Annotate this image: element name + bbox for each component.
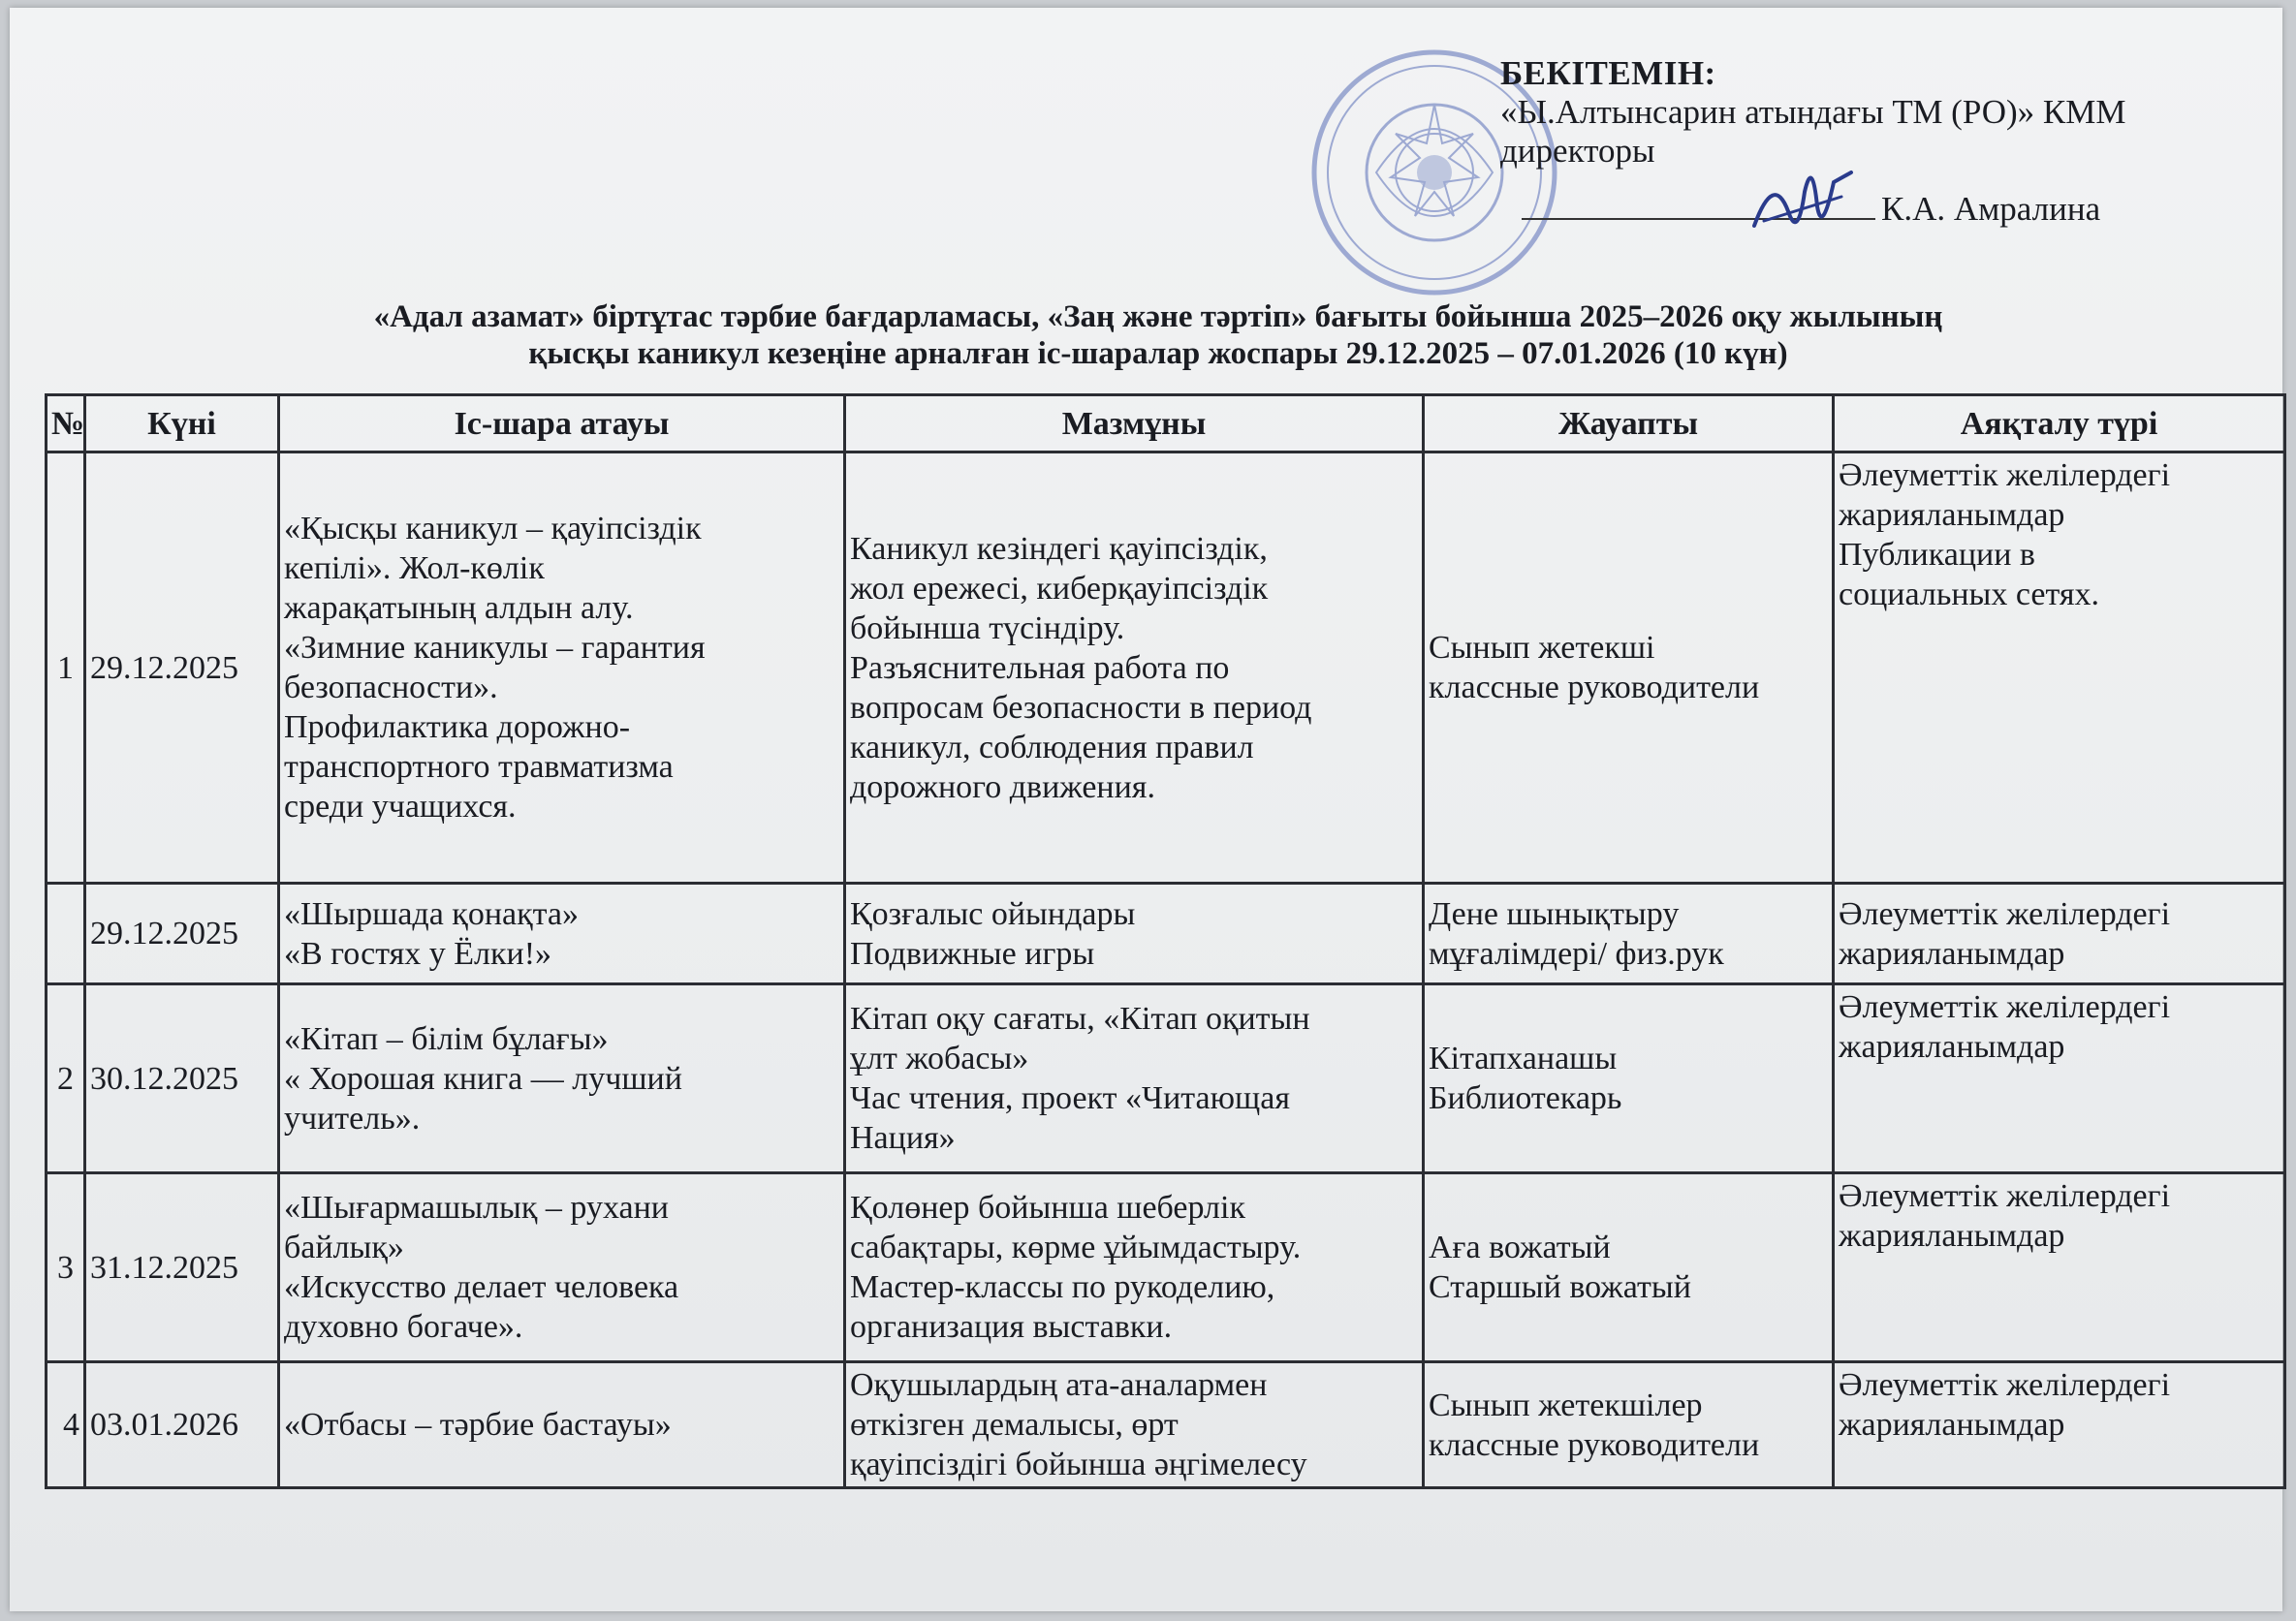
content-line: Қозғалыс ойындары [850,895,1136,932]
event-line: «В гостях у Ёлки!» [284,935,552,972]
content-line: сабақтары, көрме ұйымдастыру. [850,1230,1302,1265]
content-line: бойынша түсіндіру. [850,609,1125,646]
events-table [45,393,2286,1489]
event-line: «Зимние каникулы – гарантия [284,630,706,666]
event-line: «Отбасы – тәрбие бастауы» [284,1407,672,1443]
table-row [47,452,2285,884]
row-date: 29.12.2025 [85,884,279,984]
content-line: Час чтения, проект «Читающая [850,1080,1290,1116]
responsible-line: Сынып жетекшілер [1429,1387,1703,1423]
table-row [47,1173,2285,1362]
content-line: өткізген демалысы, өрт [850,1407,1179,1443]
outcome-line: жарияланымдар [1839,1029,2065,1065]
signature-line [1522,190,2276,229]
header-content: Мазмұны [845,395,1424,452]
content-line: Подвижные игры [850,935,1095,972]
content-line: Каникул кезіндегі қауіпсіздік, [850,530,1268,567]
content-line: вопросам безопасности в период [850,689,1312,726]
row-content [845,1173,1424,1362]
outcome-line: Әлеуметтік желілердегі [1839,1178,2171,1214]
header-responsible: Жауапты [1424,395,1834,452]
row-event [279,884,845,984]
event-line: «Кітап – білім бұлағы» [284,1020,609,1057]
row-number: 3 [47,1173,85,1362]
row-outcome [1834,452,2285,884]
row-number [47,884,85,984]
approval-block [1500,54,2276,229]
event-line: «Шығармашылық – рухани [284,1190,669,1226]
row-number: 1 [47,452,85,884]
content-line: Оқушылардың ата-аналармен [850,1367,1268,1403]
outcome-line: Әлеуметтік желілердегі [1839,895,2171,932]
event-line: «Қысқы каникул – қауіпсіздік [284,511,702,546]
event-line: безопасности». [284,670,498,705]
outcome-line: Әлеуметтік желілердегі [1839,1367,2171,1403]
row-responsible [1424,1173,1834,1362]
outcome-line: Әлеуметтік желілердегі [1839,457,2171,493]
outcome-line: жарияланымдар [1839,1407,2065,1443]
content-line: каникул, соблюдения правил [850,729,1254,765]
event-line: транспортного травматизма [284,749,674,785]
row-content [845,452,1424,884]
title-line-2: қысқы каникул кезеңіне арналған іс-шаралар жоспары 29.12.2025 – 07.01.2026 (10 күн) [528,336,1788,371]
responsible-line: Старшый вожатый [1429,1269,1691,1305]
row-content [845,984,1424,1173]
content-line: жол ережесі, киберқауіпсіздік [850,570,1269,607]
title-line-1: «Адал азамат» біртұтас тәрбие бағдарламасы, «Заң және тәртіп» бағыты бойынша 2025–2026 оқу жылының [373,299,1943,334]
table-row [47,984,2285,1173]
document-title [68,298,2249,372]
event-line: кепілі». Жол-көлік [284,550,545,586]
responsible-line: Библиотекарь [1429,1080,1622,1116]
outcome-line: жарияланымдар [1839,497,2065,533]
row-event [279,452,845,884]
handwritten-signature-icon [1745,153,1861,250]
row-date: 30.12.2025 [85,984,279,1173]
responsible-line: классные руководители [1429,1426,1760,1463]
event-line: Профилактика дорожно- [284,709,631,745]
row-responsible [1424,1362,1834,1488]
row-responsible [1424,452,1834,884]
outcome-line: социальных сетях. [1839,577,2100,612]
row-event [279,1362,845,1488]
content-line: Нация» [850,1120,956,1156]
content-line: Қолөнер бойынша шеберлік [850,1190,1245,1226]
responsible-line: Сынып жетекші [1429,630,1655,666]
header-date: Күні [85,395,279,452]
row-date: 31.12.2025 [85,1173,279,1362]
content-line: Мастер-классы по рукоделию, [850,1269,1275,1305]
row-content [845,1362,1424,1488]
row-number: 4 [47,1362,85,1488]
content-line: Разъяснительная работа по [850,649,1230,686]
outcome-line: жарияланымдар [1839,935,2065,972]
content-line: дорожного движения. [850,768,1155,805]
approval-org-line: «Ы.Алтынсарин атындағы ТМ (РО)» КММ [1500,93,2126,131]
content-line: организация выставки. [850,1309,1173,1345]
row-outcome [1834,1362,2285,1488]
responsible-line: классные руководители [1429,670,1760,705]
table-header-row [47,395,2285,452]
event-line: «Шыршада қонақта» [284,895,579,932]
event-line: духовно богаче». [284,1309,523,1345]
header-outcome: Аяқталу түрі [1834,395,2285,452]
outcome-line: жарияланымдар [1839,1218,2065,1254]
event-line: жарақатының алдын алу. [284,590,634,626]
header-number: № [47,395,85,452]
row-outcome [1834,984,2285,1173]
row-responsible [1424,884,1834,984]
row-event [279,1173,845,1362]
responsible-line: Кітапханашы [1429,1041,1618,1076]
responsible-line: Дене шынықтыру [1429,895,1680,932]
row-outcome [1834,1173,2285,1362]
header-event: Іс-шара атауы [279,395,845,452]
event-line: среди учащихся. [284,789,517,825]
director-name: К.А. Амралина [1881,190,2101,228]
row-date: 29.12.2025 [85,452,279,884]
content-line: Кітап оқу сағаты, «Кітап оқитын [850,1001,1310,1037]
event-line: « Хорошая книга — лучший [284,1060,682,1097]
content-line: қауіпсіздігі бойынша әңгімелесу [850,1447,1307,1482]
approval-heading: БЕКІТЕМІН: [1500,54,1716,92]
row-responsible [1424,984,1834,1173]
row-date: 03.01.2026 [85,1362,279,1488]
approval-position: директоры [1500,132,1655,170]
event-line: байлық» [284,1230,404,1265]
content-line: ұлт жобасы» [850,1041,1029,1076]
row-outcome [1834,884,2285,984]
table-row [47,884,2285,984]
row-event [279,984,845,1173]
event-line: учитель». [284,1100,421,1137]
event-line: «Искусство делает человека [284,1269,679,1305]
row-number: 2 [47,984,85,1173]
table-row [47,1362,2285,1488]
responsible-line: мұғалімдері/ физ.рук [1429,935,1724,972]
responsible-line: Аға вожатый [1429,1230,1611,1265]
row-content [845,884,1424,984]
document-sheet [10,8,2282,1611]
outcome-line: Әлеуметтік желілердегі [1839,989,2171,1025]
outcome-line: Публикации в [1839,537,2035,573]
